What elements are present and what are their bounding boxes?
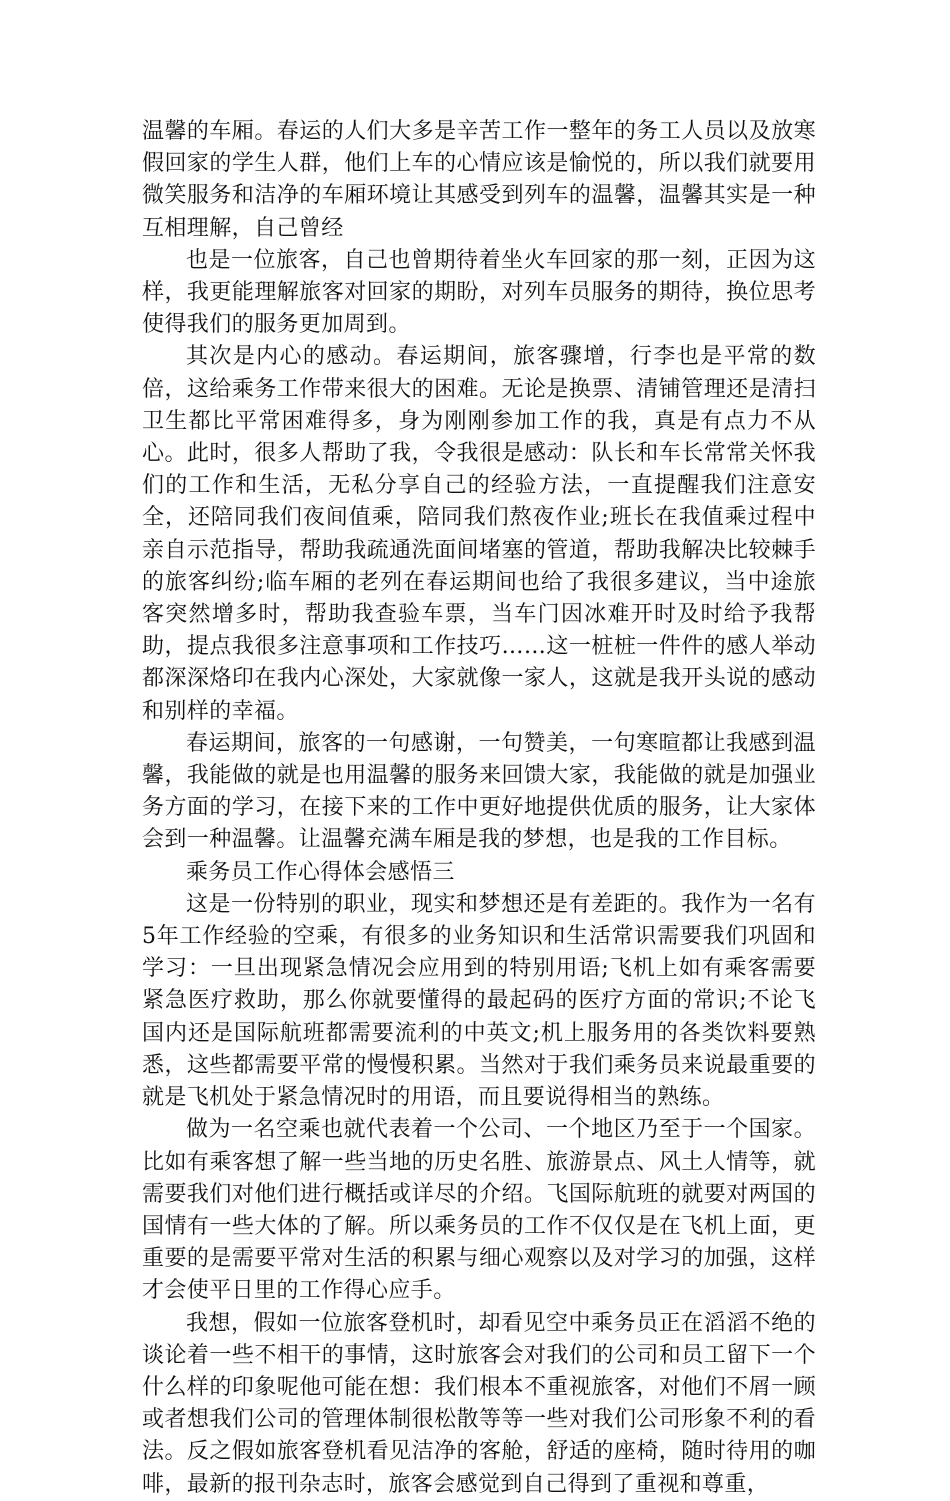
paragraph-5: 这是一份特别的职业，现实和梦想还是有差距的。我作为一名有5年工作经验的空乘，有很多的业务知识和生活常识需要我们巩固和学习：一旦出现紧急情况会应用到的特别用语;飞机上如有乘客需要紧急医疗救助，那么你就要懂得的最起码的医疗方面的常识;不论飞国内还是国际航班都需要流利的中英文;机上服务用的各类饮料要熟悉，这些都需要平常的慢慢积累。当然对于我们乘务员来说最重要的就是飞机处于紧急情况时的用语，而且要说得相当的熟练。: [142, 891, 816, 1111]
paragraph-4: 春运期间，旅客的一句感谢，一句赞美，一句寒暄都让我感到温馨，我能做的就是也用温馨的服务来回馈大家，我能做的就是加强业务方面的学习，在接下来的工作中更好地提供优质的服务，让大家体会到一种温馨。让温馨充满车厢是我的梦想，也是我的工作目标。: [142, 730, 816, 853]
document-body: [142, 116, 816, 1501]
paragraph-3: 其次是内心的感动。春运期间，旅客骤增，行李也是平常的数倍，这给乘务工作带来很大的困难。无论是换票、清铺管理还是清扫卫生都比平常困难得多，身为刚刚参加工作的我，真是有点力不从心。此时，很多人帮助了我，令我很是感动：队长和车长常常关怀我们的工作和生活，无私分享自己的经验方法，一直提醒我们注意安全，还陪同我们夜间值乘，陪同我们熬夜作业;班长在我值乘过程中亲自示范指导，帮助我疏通洗面间堵塞的管道，帮助我解决比较棘手的旅客纠纷;临车厢的老列在春运期间也给了我很多建议，当中途旅客突然增多时，帮助我查验车票，当车门因冰难开时及时给予我帮助，提点我很多注意事项和工作技巧……这一桩桩一件件的感人举动都深深烙印在我内心深处，大家就像一家人，这就是我开头说的感动和别样的幸福。: [142, 344, 816, 724]
paragraph-6: 做为一名空乘也就代表着一个公司、一个地区乃至于一个国家。比如有乘客想了解一些当地的历史名胜、旅游景点、风土人情等，就需要我们对他们进行概括或详尽的介绍。飞国际航班的就要对两国的国情有一些大体的了解。所以乘务员的工作不仅仅是在飞机上面，更重要的是需要平常对生活的积累与细心观察以及对学习的加强，这样才会使平日里的工作得心应手。: [142, 1117, 816, 1304]
paragraph-1: 温馨的车厢。春运的人们大多是辛苦工作一整年的务工人员以及放寒假回家的学生人群，他们上车的心情应该是愉悦的，所以我们就要用微笑服务和洁净的车厢环境让其感受到列车的温馨，温馨其实是一种互相理解，自己曾经: [142, 119, 816, 241]
section-heading: 乘务员工作心得体会感悟三: [186, 859, 455, 885]
paragraph-2: 也是一位旅客，自己也曾期待着坐火车回家的那一刻，正因为这样，我更能理解旅客对回家的期盼，对列车员服务的期待，换位思考使得我们的服务更加周到。: [142, 247, 816, 338]
paragraph-7: 我想，假如一位旅客登机时，却看见空中乘务员正在滔滔不绝的谈论着一些不相干的事情，这时旅客会对我们的公司和员工留下一个什么样的印象呢他可能在想：我们根本不重视旅客，对他们不屑一顾或者想我们公司的管理体制很松散等等一些对我们公司形象不利的看法。反之假如旅客登机看见洁净的客舱，舒适的座椅，随时待用的咖啡，最新的报刊杂志时，旅客会感觉到自己得到了重视和尊重，: [142, 1310, 816, 1497]
